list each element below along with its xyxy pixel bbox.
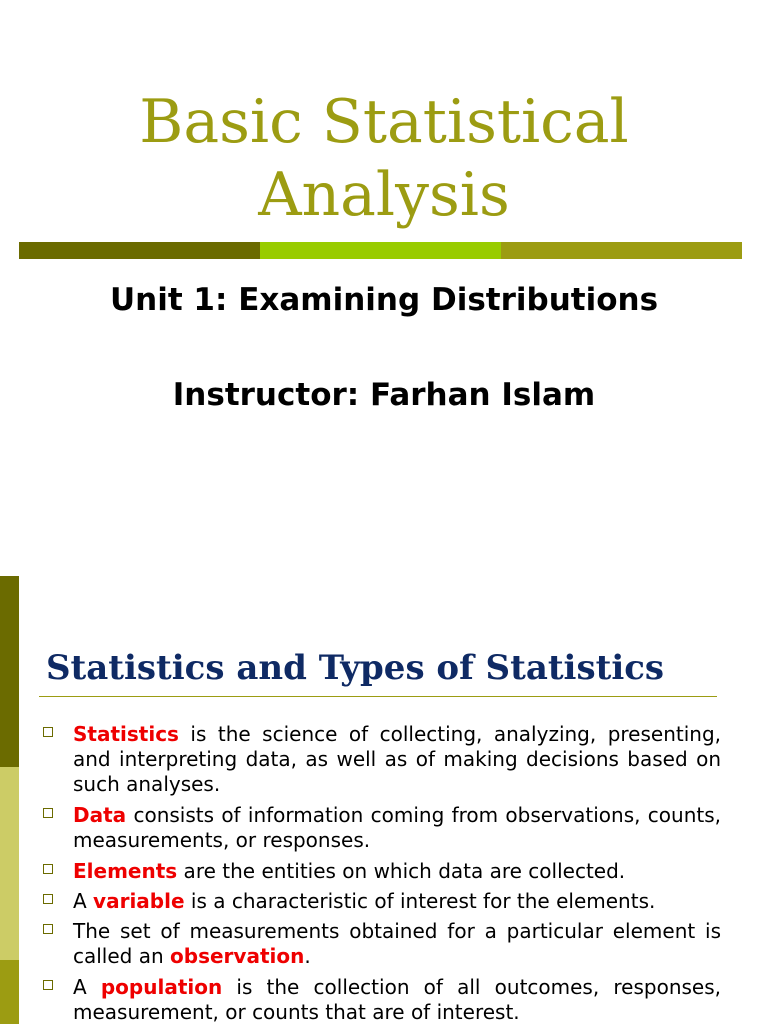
divider-segment-dark (19, 242, 260, 259)
term-highlight: observation (170, 944, 305, 968)
instructor-subtitle: Instructor: Farhan Islam (172, 377, 596, 413)
term-highlight: variable (93, 889, 185, 913)
title-divider-bar (19, 242, 742, 259)
term-highlight: Elements (73, 859, 178, 883)
term-highlight: Statistics (73, 722, 179, 746)
bullet-text: Elements are the entities on which data are collected. (73, 859, 626, 883)
divider-segment-olive (501, 242, 742, 259)
side-accent-dark (0, 576, 19, 767)
square-bullet-icon (43, 924, 53, 934)
slide-title-line2: Analysis (258, 160, 510, 230)
side-accent-olive (0, 960, 19, 1024)
divider-segment-green (260, 242, 501, 259)
heading-underline (39, 696, 717, 697)
slide-title (0, 86, 768, 232)
bullet-text: Statistics is the science of collecting, analyzing, presenting, and interpreting data, as well as of making decisions based on such analyses. (73, 722, 721, 796)
bullet-text: Data consists of information coming from observations, counts, measurements, or responses. (73, 803, 721, 852)
side-accent-bar (0, 576, 19, 1024)
term-highlight: Data (73, 803, 127, 827)
section-heading: Statistics and Types of Statistics (46, 648, 665, 688)
side-accent-light (0, 767, 19, 960)
square-bullet-icon (43, 727, 53, 737)
slide-title-line1: Basic Statistical (139, 87, 629, 157)
unit-subtitle: Unit 1: Examining Distributions (109, 282, 659, 318)
term-highlight: population (100, 975, 223, 999)
bullet-text: A population is the collection of all outcomes, responses, measurement, or counts that are of interest. (73, 975, 721, 1024)
square-bullet-icon (43, 864, 53, 874)
square-bullet-icon (43, 894, 53, 904)
bullet-text: A variable is a characteristic of interest for the elements. (73, 889, 656, 913)
square-bullet-icon (43, 808, 53, 818)
square-bullet-icon (43, 980, 53, 990)
bullet-text: The set of measurements obtained for a particular element is called an observation. (73, 919, 721, 968)
